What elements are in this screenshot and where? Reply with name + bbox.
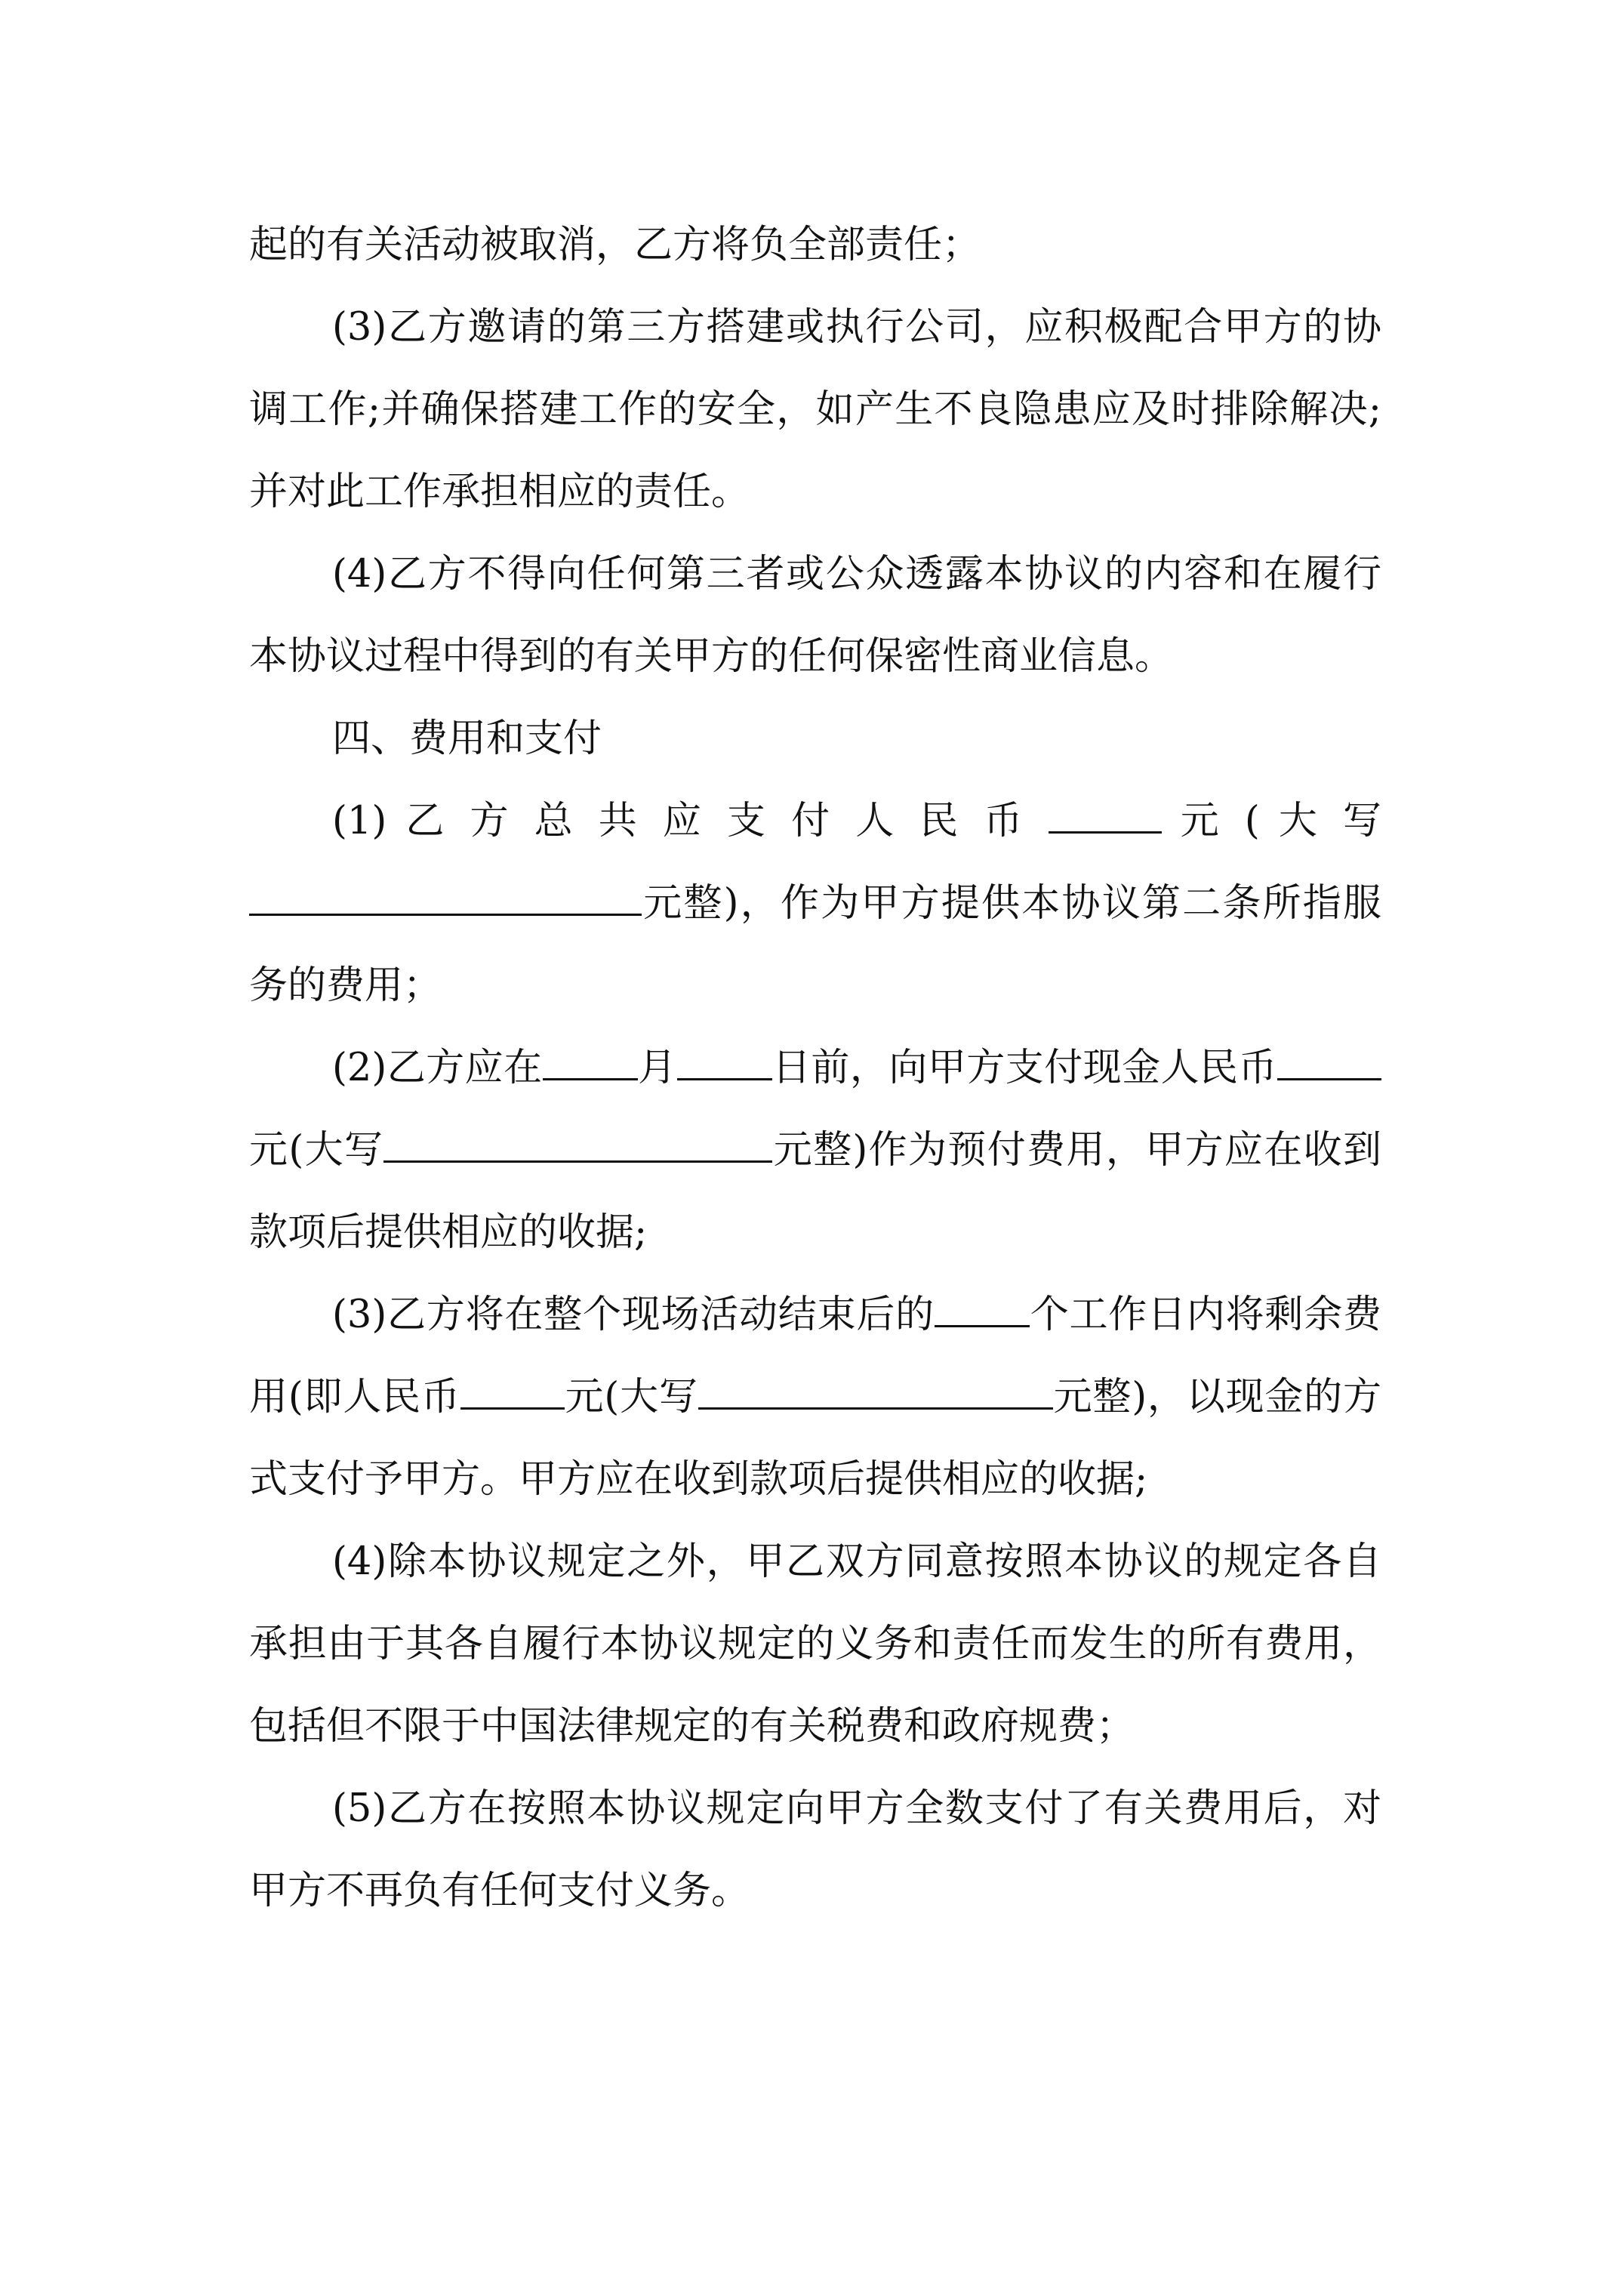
- blank-month[interactable]: [543, 1043, 638, 1080]
- blank-amount[interactable]: [1277, 1043, 1381, 1080]
- blank-amount[interactable]: [460, 1373, 565, 1410]
- clause-text: 个工作日内将剩余费用(即人民币: [249, 1293, 1381, 1419]
- clause-text: 日前，向甲方支付现金人民币: [771, 1046, 1277, 1090]
- document-body: [249, 204, 1381, 1932]
- clause-text: 元 ( 大 写: [1161, 799, 1381, 843]
- blank-amount-words[interactable]: [383, 1126, 772, 1163]
- clause-3-remaining-payment: [249, 1274, 1381, 1521]
- blank-amount-words[interactable]: [698, 1373, 1053, 1410]
- clause-text: (1) 乙 方 总 共 应 支 付 人 民 币: [332, 799, 1049, 843]
- clause-4-other-costs: (4)除本协议规定之外，甲乙双方同意按照本协议的规定各自承担由于其各自履行本协议规定的义务和责任而发生的所有费用，包括但不限于中国法律规定的有关税费和政府规费；: [249, 1539, 1381, 1749]
- blank-day[interactable]: [677, 1043, 772, 1080]
- clause-text: 月: [637, 1046, 677, 1090]
- clause-text: 元整)，作为甲方提供本协议第二条所指服务的费用；: [249, 881, 1381, 1008]
- clause-text: 元整)，以现金的方式支付予甲方。甲方应在收到款项后提供相应的收据;: [249, 1375, 1381, 1502]
- paragraph-continued: 起的有关活动被取消，乙方将负全部责任；: [249, 223, 981, 267]
- clause-4-confidentiality: (4)乙方不得向任何第三者或公众透露本协议的内容和在履行本协议过程中得到的有关甲方的任何保密性商业信息。: [249, 552, 1381, 679]
- blank-working-days[interactable]: [935, 1290, 1030, 1327]
- clause-text: (2)乙方应在: [332, 1046, 543, 1090]
- section-heading-fees: 四、费用和支付: [332, 717, 602, 761]
- blank-amount-words[interactable]: [249, 879, 642, 916]
- clause-text: 元整)作为预付费用，甲方应在收到款项后提供相应的收据;: [249, 1128, 1381, 1255]
- clause-text: 元(大写: [249, 1128, 384, 1173]
- clause-text: 元(大写: [564, 1375, 698, 1419]
- clause-1-total-fee: [249, 780, 1381, 1027]
- blank-amount[interactable]: [1049, 797, 1162, 834]
- clause-2-prepayment: [249, 1027, 1381, 1274]
- clause-5-discharge: (5)乙方在按照本协议规定向甲方全数支付了有关费用后，对甲方不再负有任何支付义务。: [249, 1786, 1381, 1913]
- clause-3-third-party: (3)乙方邀请的第三方搭建或执行公司，应积极配合甲方的协调工作;并确保搭建工作的安全，如产生不良隐患应及时排除解决;并对此工作承担相应的责任。: [249, 305, 1381, 514]
- clause-text: (3)乙方将在整个现场活动结束后的: [332, 1293, 935, 1337]
